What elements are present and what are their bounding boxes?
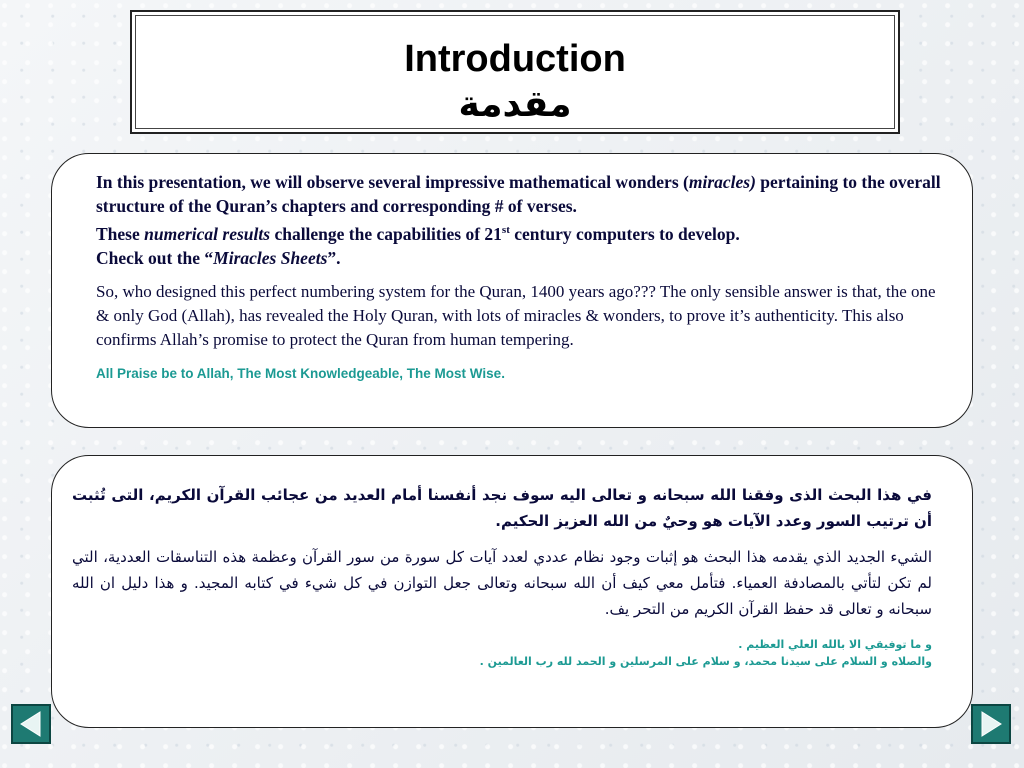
page-title: Introduction [404, 38, 626, 80]
triangle-right-icon [973, 706, 1009, 742]
results-text-3: century computers to develop. [509, 223, 740, 244]
results-text-2: challenge the capabilities of 21 [270, 223, 502, 244]
arabic-panel [51, 455, 973, 728]
sheets-text-2: ”. [327, 247, 341, 268]
arabic-intro-paragraph: في هذا البحث الذى وفقنا الله سبحانه و تعالى اليه سوف نجد أنفسنا أمام العديد من عجائب القرآن الكريم، التى تُثبت أن ترتيب السور وعدد الآيات هو وحيٌ من الله العزيز الحكيم. [72, 486, 932, 530]
triangle-left-icon [13, 706, 49, 742]
praise-line: All Praise be to Allah, The Most Knowledgeable, The Most Wise. [96, 365, 505, 381]
arabic-praise-line-2: والصلاه و السلام على سيدنا محمد، و سلام على المرسلين و الحمد لله رب العالمين . [479, 655, 932, 668]
previous-slide-button[interactable] [11, 704, 51, 744]
miracles-word: miracles) [688, 172, 756, 192]
title-box [130, 10, 900, 134]
intro-text-2: pertaining to the overall structure of the Quran’s chapters and corresponding # of verses. [96, 172, 941, 216]
intro-text-1: In this presentation, we will observe several impressive mathematical wonders ( [96, 172, 689, 192]
miracles-sheets-phrase: Miracles Sheets [213, 247, 328, 268]
results-text-1: These [96, 223, 145, 244]
arabic-praise [72, 636, 932, 670]
arabic-body-paragraph: الشيء الجديد الذي يقدمه هذا البحث هو إثبات وجود نظام عددي لعدد آيات كل سورة من سور القرآن وعظمة هذه التناسقات العددية، التي لم تكن لتأتي بالمصادفة العمياء. فتأمل معي كيف أن الله سبحانه وتعالى جعل التوازن في كل شيء في كتابه المجيد. و هذا دليل ان الله سبحانه و تعالى قد حفظ القرآن الكريم من التحر يف. [72, 548, 932, 618]
sheets-text-1: Check out the “ [96, 247, 214, 268]
next-slide-button[interactable] [971, 704, 1011, 744]
numerical-results-phrase: numerical results [144, 223, 271, 244]
intro-paragraph [96, 170, 944, 270]
arabic-praise-line-1: و ما توفيقي الا بالله العلي العظيم . [738, 638, 932, 651]
english-panel [51, 153, 973, 428]
page-title-arabic: مقدمة [458, 84, 572, 125]
question-paragraph: So, who designed this perfect numbering system for the Quran, 1400 years ago??? The only sensible answer is that, the one & only God (Allah), has revealed the Holy Quran, with lots of miracles & wonders, to prove it’s authenticity. This also confirms Allah’s promise to protect the Quran from human tempering. [96, 281, 936, 349]
ordinal-suffix: st [501, 224, 510, 236]
